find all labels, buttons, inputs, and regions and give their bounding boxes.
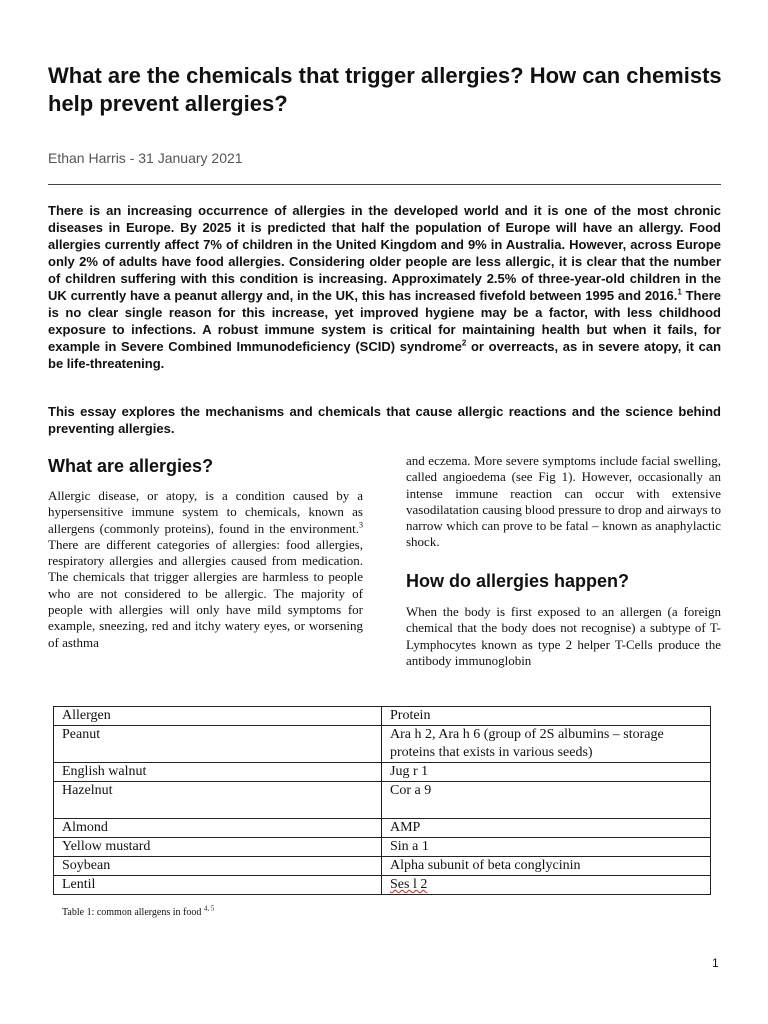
- caption-text: Table 1: common allergens in food: [62, 907, 202, 918]
- intro-paragraph: [48, 202, 721, 372]
- table-cell: Sin a 1: [382, 838, 711, 857]
- table-cell: Almond: [54, 819, 382, 838]
- section-heading-how: How do allergies happen?: [406, 571, 630, 591]
- section-heading-allergies: What are allergies?: [48, 456, 214, 476]
- table-cell: Jug r 1: [382, 763, 711, 782]
- section1-continued-paragraph: and eczema. More severe symptoms include facial swelling, called angioedema (see Fig 1). However, occasionally an intense immune reaction can occur with extensive vasodilatation causing blood pressure to drop and airways to narrow which can prove to be fatal – known as anaphylactic shock.: [406, 453, 721, 550]
- table-header-cell: Allergen: [54, 707, 382, 726]
- intro-text-1: There is an increasing occurrence of allergies in the developed world and it is one of the most chronic diseases in Europe. By 2025 it is predicted that half the population of Europe will have an allergy. Food allergies currently affect 7% of children in the United Kingdom and 9% in Australia. However, across Europe only 2% of adults have food allergies. Considering older people are less allergic, it is clear that the number of children suffering with this condition is increasing. Approximately 2.5% of three-year-old children in the UK currently have a peanut allergy and, in the UK, this has increased fivefold between 1995 and 2016.: [48, 203, 721, 303]
- table-cell: Alpha subunit of beta conglycinin: [382, 857, 711, 876]
- footnote-ref: 4, 5: [203, 904, 215, 913]
- table-row: [54, 763, 711, 782]
- section1-text-1: Allergic disease, or atopy, is a condition caused by a hypersensitive immune system to chemicals, known as allergens (commonly proteins), found in the environment.: [48, 488, 363, 536]
- section1-text-2: There are different categories of allergies: food allergies, respiratory allergies and allergies caused from medication. The chemicals that trigger allergies are harmless to people who are not considered to be allergic. The majority of people with allergies will only have mild symptoms for example, sneezing, red and itchy watery eyes, or worsening of asthma: [48, 536, 363, 650]
- section2-paragraph: When the body is first exposed to an allergen (a foreign chemical that the body does not recognise) a subtype of T-Lymphocytes known as type 2 helper T-Cells produce the antibody immunoglobin: [406, 604, 721, 668]
- footnote-ref: 1: [677, 287, 682, 297]
- table-cell: Lentil: [54, 876, 382, 895]
- footnote-ref: 2: [461, 338, 467, 348]
- divider: [48, 184, 721, 185]
- table-cell: Peanut: [54, 726, 382, 763]
- table-cell: Ara h 2, Ara h 6 (group of 2S albumins – storage proteins that exists in various seeds): [382, 726, 711, 763]
- table-row: [54, 838, 711, 857]
- table-cell: Soybean: [54, 857, 382, 876]
- intro-text-2: There is no clear single reason for this increase, yet improved hygiene may be a factor, with less childhood exposure to infections. A robust immune system is critical for maintaining health but when it fails, for example in Severe Combined Immunodeficiency (SCID) syndrome: [48, 288, 722, 354]
- page-number: 1: [712, 956, 719, 970]
- table-cell: Yellow mustard: [54, 838, 382, 857]
- table-header-row: [54, 707, 711, 726]
- allergen-table: [53, 706, 711, 895]
- intro-text-3: or overreacts, as in severe atopy, it can be life-threatening.: [48, 339, 722, 371]
- section1-paragraph: [48, 488, 363, 651]
- byline: Ethan Harris - 31 January 2021: [48, 150, 243, 166]
- footnote-ref: 3: [359, 520, 363, 530]
- intro-paragraph-2: This essay explores the mechanisms and chemicals that cause allergic reactions and the science behind preventing allergies.: [48, 404, 721, 436]
- table-row: [54, 876, 711, 895]
- spellcheck-flagged-text: Ses l 2: [390, 877, 428, 892]
- table-cell: Hazelnut: [54, 782, 382, 819]
- table-cell: AMP: [382, 819, 711, 838]
- page-title: What are the chemicals that trigger allergies? How can chemists help prevent allergies?: [48, 63, 722, 116]
- table-caption: [62, 904, 215, 918]
- table-cell: English walnut: [54, 763, 382, 782]
- table-cell: [382, 876, 711, 895]
- table-row: [54, 726, 711, 763]
- table-cell: Cor a 9: [382, 782, 711, 819]
- table-row: [54, 782, 711, 819]
- table-header-cell: Protein: [382, 707, 711, 726]
- table-row: [54, 819, 711, 838]
- table-row: [54, 857, 711, 876]
